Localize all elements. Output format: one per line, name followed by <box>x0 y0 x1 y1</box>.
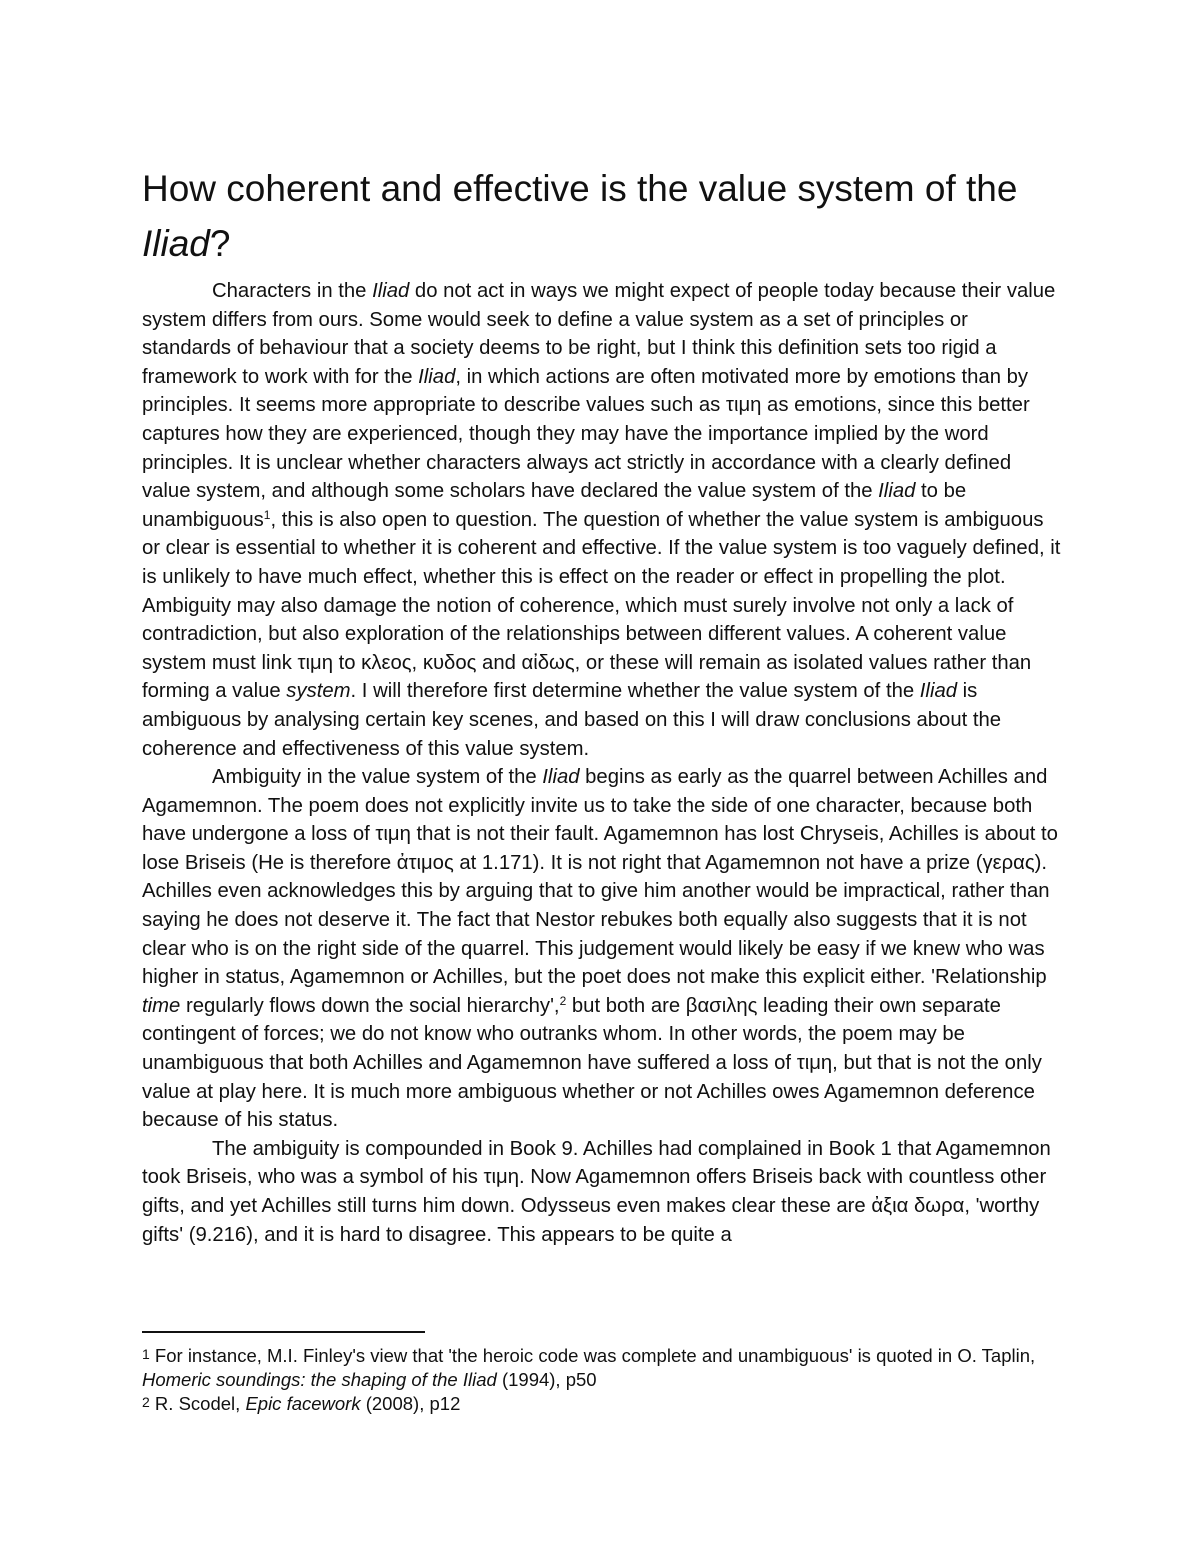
essay-body <box>142 277 1062 1249</box>
text-run: regularly flows down the social hierarchy', <box>180 994 560 1017</box>
text-run: Characters in the <box>212 280 373 302</box>
title-italic-iliad: Iliad <box>142 223 210 264</box>
text-run: do not act in ways we might expect of people today because their value system differs from ours. Some would seek to define a value system as a set of principles or standards of behaviour that a society deems to be right, but I think this definition sets too rigid a framework to work with for the <box>142 280 1056 388</box>
text-run: The ambiguity is compounded in Book 9. Achilles had complained in Book 1 that Agamemnon took Briseis, who was a symbol of his τιμη. Now Agamemnon offers Briseis back with countless other gifts, and yet Achilles still turns him down. Odysseus even makes clear these are ἀξια δωρα, 'worthy gifts' (9.216), and it is hard to disagree. This appears to be quite a <box>142 1137 1051 1246</box>
text-run: is ambiguous by analysing certain key scenes, and based on this I will draw conclusions about the coherence and effectiveness of this value system. <box>142 680 1002 760</box>
footnote-book-title: Epic facework <box>245 1393 361 1414</box>
footnote-text: (2008), p12 <box>360 1393 461 1414</box>
footnote-1 <box>142 1344 1062 1392</box>
footnote-reference-2: 2 <box>559 993 567 1008</box>
italic-run: Iliad <box>919 680 958 703</box>
text-run: Ambiguity in the value system of the <box>212 766 543 789</box>
text-run: . I will therefore first determine whether the value system of the <box>350 680 920 703</box>
footnote-marker-2: 2 <box>142 1394 150 1410</box>
footnote-reference-1: 1 <box>263 507 271 522</box>
footnote-text: For instance, M.I. Finley's view that 'the heroic code was complete and unambiguous' is quoted in O. Taplin, <box>149 1345 1036 1366</box>
title-question-mark: ? <box>209 223 231 264</box>
footnote-text: R. Scodel, <box>149 1393 246 1414</box>
text-run: to be unambiguous <box>142 480 967 531</box>
footnote-text: (1994), p50 <box>496 1369 597 1390</box>
text-run: , in which actions are often motivated more by emotions than by principles. It seems more appropriate to describe values such as τιμη as emotions, since this better captures how they are experienced, though they may have the importance implied by the word principles. It is unclear whether characters always act strictly in accordance with a clearly defined value system, and although some scholars have declared the value system of the <box>142 365 1030 503</box>
italic-run: Iliad <box>372 280 410 302</box>
italic-run: Iliad <box>542 766 580 789</box>
paragraph-3 <box>142 1135 1062 1249</box>
footnote-separator <box>142 1331 425 1333</box>
footnote-marker-1: 1 <box>142 1346 150 1362</box>
title-text: How coherent and effective is the value system of the <box>142 168 1018 209</box>
italic-run: time <box>142 994 181 1017</box>
text-run: but both are βασιλης leading their own separate contingent of forces; we do not know who outranks whom. In other words, the poem may be unambiguous that both Achilles and Agamemnon have suffered a loss of τιμη, but that is not the only value at play here. It is much more ambiguous whether or not Achilles owes Agamemnon deference because of his status. <box>142 994 1042 1132</box>
footnote-book-title: Homeric soundings: the shaping of the Iliad <box>142 1369 497 1390</box>
paragraph-1 <box>142 277 1062 763</box>
text-run: begins as early as the quarrel between Achilles and Agamemnon. The poem does not explicitly invite us to take the side of one character, because both have undergone a loss of τιμη that is not their fault. Agamemnon has lost Chryseis, Achilles is about to lose Briseis (He is therefore ἀτιμος at 1.171). It is not right that Agamemnon not have a prize (γερας). Achilles even acknowledges this by arguing that to give him another would be impractical, rather than saying he does not deserve it. The fact that Nestor rebukes both equally also suggests that it is not clear who is on the right side of the quarrel. This judgement would likely be easy if we knew who was higher in status, Agamemnon or Achilles, but the poet does not make this explicit either. 'Relationship <box>142 766 1058 989</box>
text-run: , this is also open to question. The question of whether the value system is ambiguous or clear is essential to whether it is coherent and effective. If the value system is too vaguely defined, it is unlikely to have much effect, whether this is effect on the reader or effect in propelling the plot. Ambiguity may also damage the notion of coherence, which must surely involve not only a lack of contradiction, but also exploration of the relationships between different values. A coherent value system must link τιμη to κλεος, κυδος and αἰδως, or these will remain as isolated values rather than forming a value <box>142 508 1061 703</box>
italic-run: Iliad <box>878 480 916 503</box>
footnote-2 <box>142 1392 1062 1416</box>
paragraph-2 <box>142 763 1062 1135</box>
footnotes <box>142 1344 1062 1416</box>
page-title <box>142 161 1042 271</box>
italic-run: Iliad <box>418 365 456 388</box>
italic-run: system <box>286 680 351 703</box>
